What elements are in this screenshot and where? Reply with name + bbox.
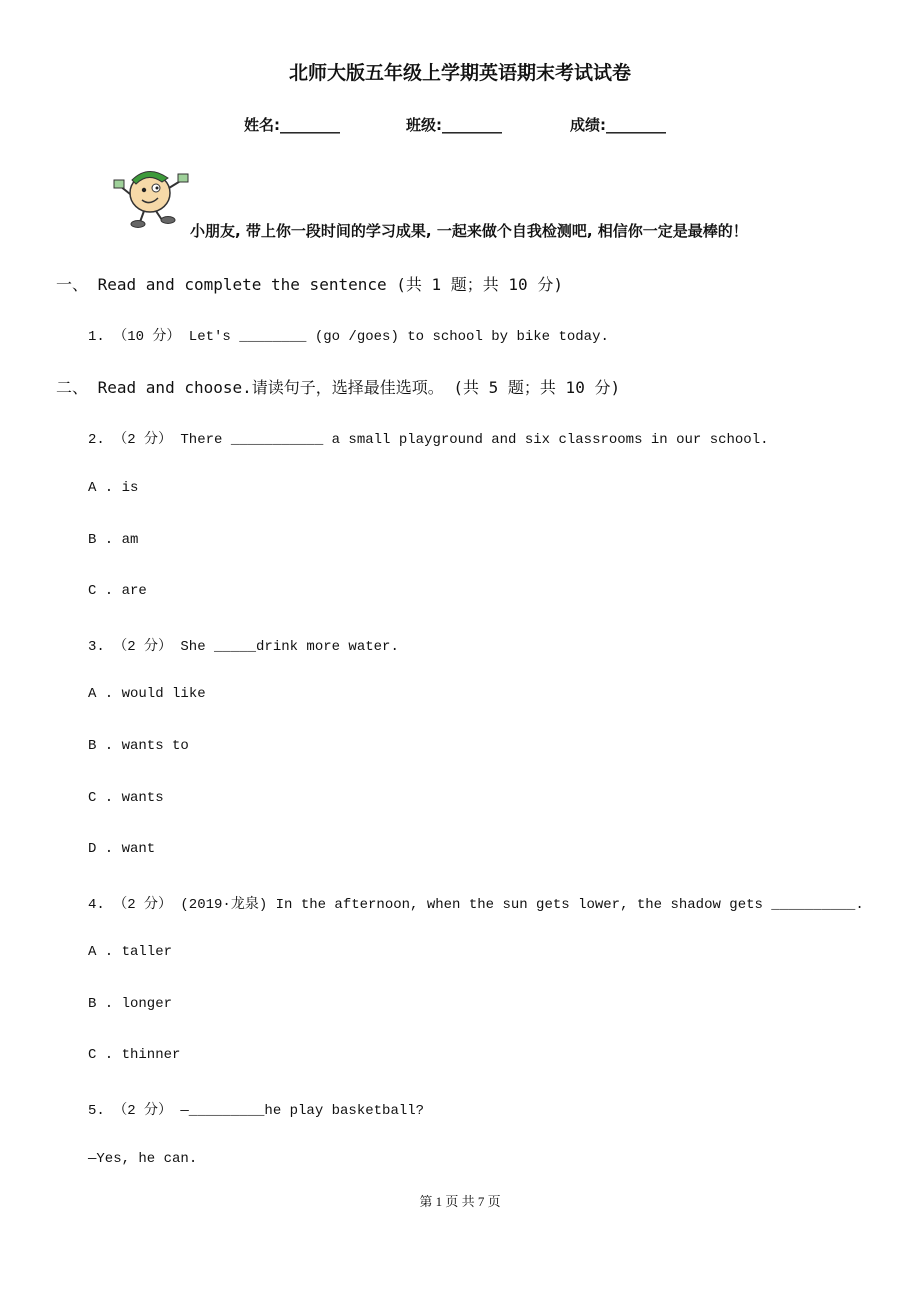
mascot-illustration	[112, 160, 192, 230]
option-c[interactable]: C . wants	[88, 790, 164, 806]
dialogue-response: —Yes, he can.	[88, 1151, 198, 1167]
option-b[interactable]: B . longer	[88, 996, 173, 1012]
question-text: 5. （2 分） —_________he play basketball?	[88, 1103, 425, 1119]
page-number: 第 1 页 共 7 页	[419, 1194, 501, 1209]
option-a[interactable]: A . would like	[88, 686, 206, 702]
section-heading: 二、 Read and choose.请读句子，选择最佳选项。 (共 5 题；共 10 分)	[56, 378, 621, 397]
score-field[interactable]: 成绩:________	[570, 116, 666, 134]
section-heading: 一、 Read and complete the sentence (共 1 题；共 10 分)	[56, 275, 563, 294]
option-b[interactable]: B . am	[88, 532, 139, 548]
option-c[interactable]: C . thinner	[88, 1047, 181, 1063]
page-title: 北师大版五年级上学期英语期末考试试卷	[288, 62, 631, 84]
question-text: 1. （10 分） Let's ________ (go /goes) to school by bike today.	[88, 329, 609, 345]
encouragement-text: 小朋友, 带上你一段时间的学习成果, 一起来做个自我检测吧, 相信你一定是最棒的！	[190, 222, 748, 240]
option-c[interactable]: C . are	[88, 583, 147, 599]
question-text: 3. （2 分） She _____drink more water.	[88, 639, 399, 655]
option-b[interactable]: B . wants to	[88, 738, 189, 754]
name-field[interactable]: 姓名:________	[244, 116, 340, 134]
class-field[interactable]: 班级:________	[406, 116, 502, 134]
question-text: 2. （2 分） There ___________ a small playground and six classrooms in our school.	[88, 432, 769, 448]
option-a[interactable]: A . is	[88, 480, 139, 496]
option-a[interactable]: A . taller	[88, 944, 173, 960]
option-d[interactable]: D . want	[88, 841, 156, 857]
question-text: 4. （2 分） (2019·龙泉) In the afternoon, when the sun gets lower, the shadow gets __________.	[88, 897, 864, 913]
